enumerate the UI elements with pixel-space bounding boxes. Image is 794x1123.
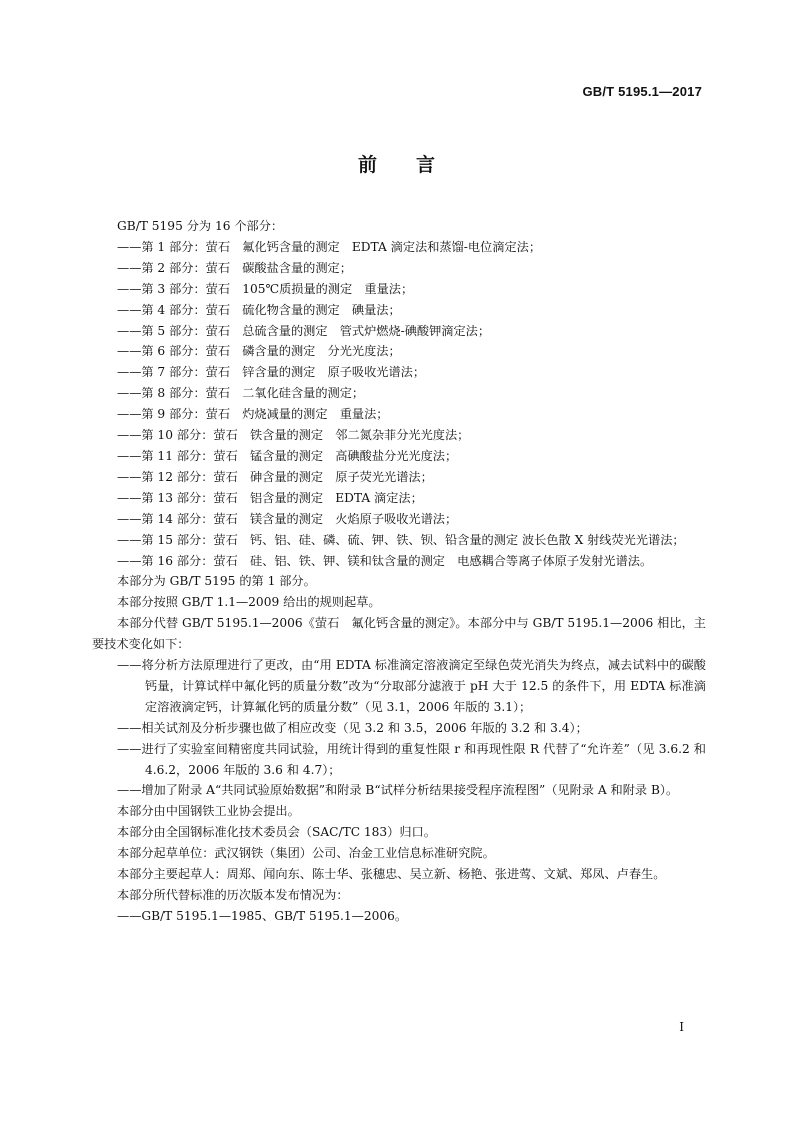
list-item: ——第 16 部分：萤石 硅、铝、铁、钾、镁和钛含量的测定 电感耦合等离子体原子发射光谱法。	[117, 553, 653, 568]
replacement-statement: 本部分代替 GB/T 5195.1—2006《萤石 氟化钙含量的测定》。本部分中与 GB/T 5195.1—2006 相比，主要技术变化如下：	[92, 616, 706, 652]
centralized-by: 本部分由全国钢标准化技术委员会（SAC/TC 183）归口。	[117, 825, 436, 840]
proposed-by: 本部分由中国钢铁工业协会提出。	[117, 804, 300, 819]
list-item: ——第 5 部分：萤石 总硫含量的测定 管式炉燃烧-碘酸钾滴定法；	[117, 323, 491, 338]
list-item: ——第 6 部分：萤石 磷含量的测定 分光光度法；	[117, 344, 401, 359]
part-statement: 本部分为 GB/T 5195 的第 1 部分。	[117, 574, 316, 589]
drafting-units: 本部分起草单位：武汉钢铁（集团）公司、冶金工业信息标准研究院。	[117, 846, 495, 861]
list-item: ——第 4 部分：萤石 硫化物含量的测定 碘量法；	[117, 302, 401, 317]
list-item: ——第 15 部分：萤石 钙、铝、硅、磷、硫、钾、铁、钡、铅含量的测定 波长色散 X 射线荧光光谱法；	[117, 532, 685, 547]
list-item: ——第 1 部分：萤石 氟化钙含量的测定 EDTA 滴定法和蒸馏-电位滴定法；	[117, 239, 542, 254]
list-item: ——第 9 部分：萤石 灼烧减量的测定 重量法；	[117, 407, 389, 422]
intro-paragraph: GB/T 5195 分为 16 个部分：	[117, 219, 284, 233]
standard-number: GB/T 5195.1—2017	[582, 84, 702, 99]
list-item: ——第 8 部分：萤石 二氧化硅含量的测定；	[117, 386, 365, 401]
list-item: ——第 7 部分：萤石 锌含量的测定 原子吸收光谱法；	[117, 365, 426, 380]
list-item: ——第 14 部分：萤石 镁含量的测定 火焰原子吸收光谱法；	[117, 511, 458, 526]
change-item: ——将分析方法原理进行了更改，由“用 EDTA 标准滴定溶液滴定至绿色荧光消失为终点，减去试料中的碳酸钙量，计算试样中氟化钙的质量分数”改为“分取部分滤液于 pH 大于 12.5 的条件下，用 EDTA 标准滴定溶液滴定钙，计算氟化钙的质量分数”（见 3.1，2006 年版的 3.1）；	[117, 658, 706, 714]
change-item: ——进行了实验室间精密度共同试验，用统计得到的重复性限 r 和再现性限 R 代替了“允许差”（见 3.6.2 和 4.6.2，2006 年版的 3.6 和 4.7）；	[117, 741, 706, 777]
change-item: ——增加了附录 A“共同试验原始数据”和附录 B“试样分析结果接受程序流程图”（见附录 A 和附录 B）。	[117, 783, 679, 798]
title-char-2: 言	[416, 154, 437, 176]
title-char-1: 前	[357, 154, 378, 176]
list-item: ——第 11 部分：萤石 锰含量的测定 高碘酸盐分光光度法；	[117, 448, 458, 463]
list-item: ——第 3 部分：萤石 105℃质损量的测定 重量法；	[117, 281, 414, 296]
change-item: ——相关试剂及分析步骤也做了相应改变（见 3.2 和 3.5，2006 年版的 3.2 和 3.4）；	[117, 720, 588, 735]
document-body	[92, 216, 706, 927]
drafting-rules: 本部分按照 GB/T 1.1—2009 给出的规则起草。	[117, 595, 381, 610]
drafters: 本部分主要起草人：周郑、闻向东、陈士华、张穗忠、吴立新、杨艳、张进莺、文斌、郑凤、卢春生。	[117, 867, 666, 882]
page-title	[0, 150, 794, 177]
page-number: I	[679, 1020, 684, 1034]
list-item: ——第 13 部分：萤石 铝含量的测定 EDTA 滴定法；	[117, 490, 423, 505]
list-item: ——第 2 部分：萤石 碳酸盐含量的测定；	[117, 260, 352, 275]
history-heading: 本部分所代替标准的历次版本发布情况为：	[117, 888, 349, 902]
history-item: ——GB/T 5195.1—1985、GB/T 5195.1—2006。	[117, 908, 408, 923]
list-item: ——第 12 部分：萤石 砷含量的测定 原子荧光光谱法；	[117, 469, 433, 484]
list-item: ——第 10 部分：萤石 铁含量的测定 邻二氮杂菲分光光度法；	[117, 428, 470, 443]
